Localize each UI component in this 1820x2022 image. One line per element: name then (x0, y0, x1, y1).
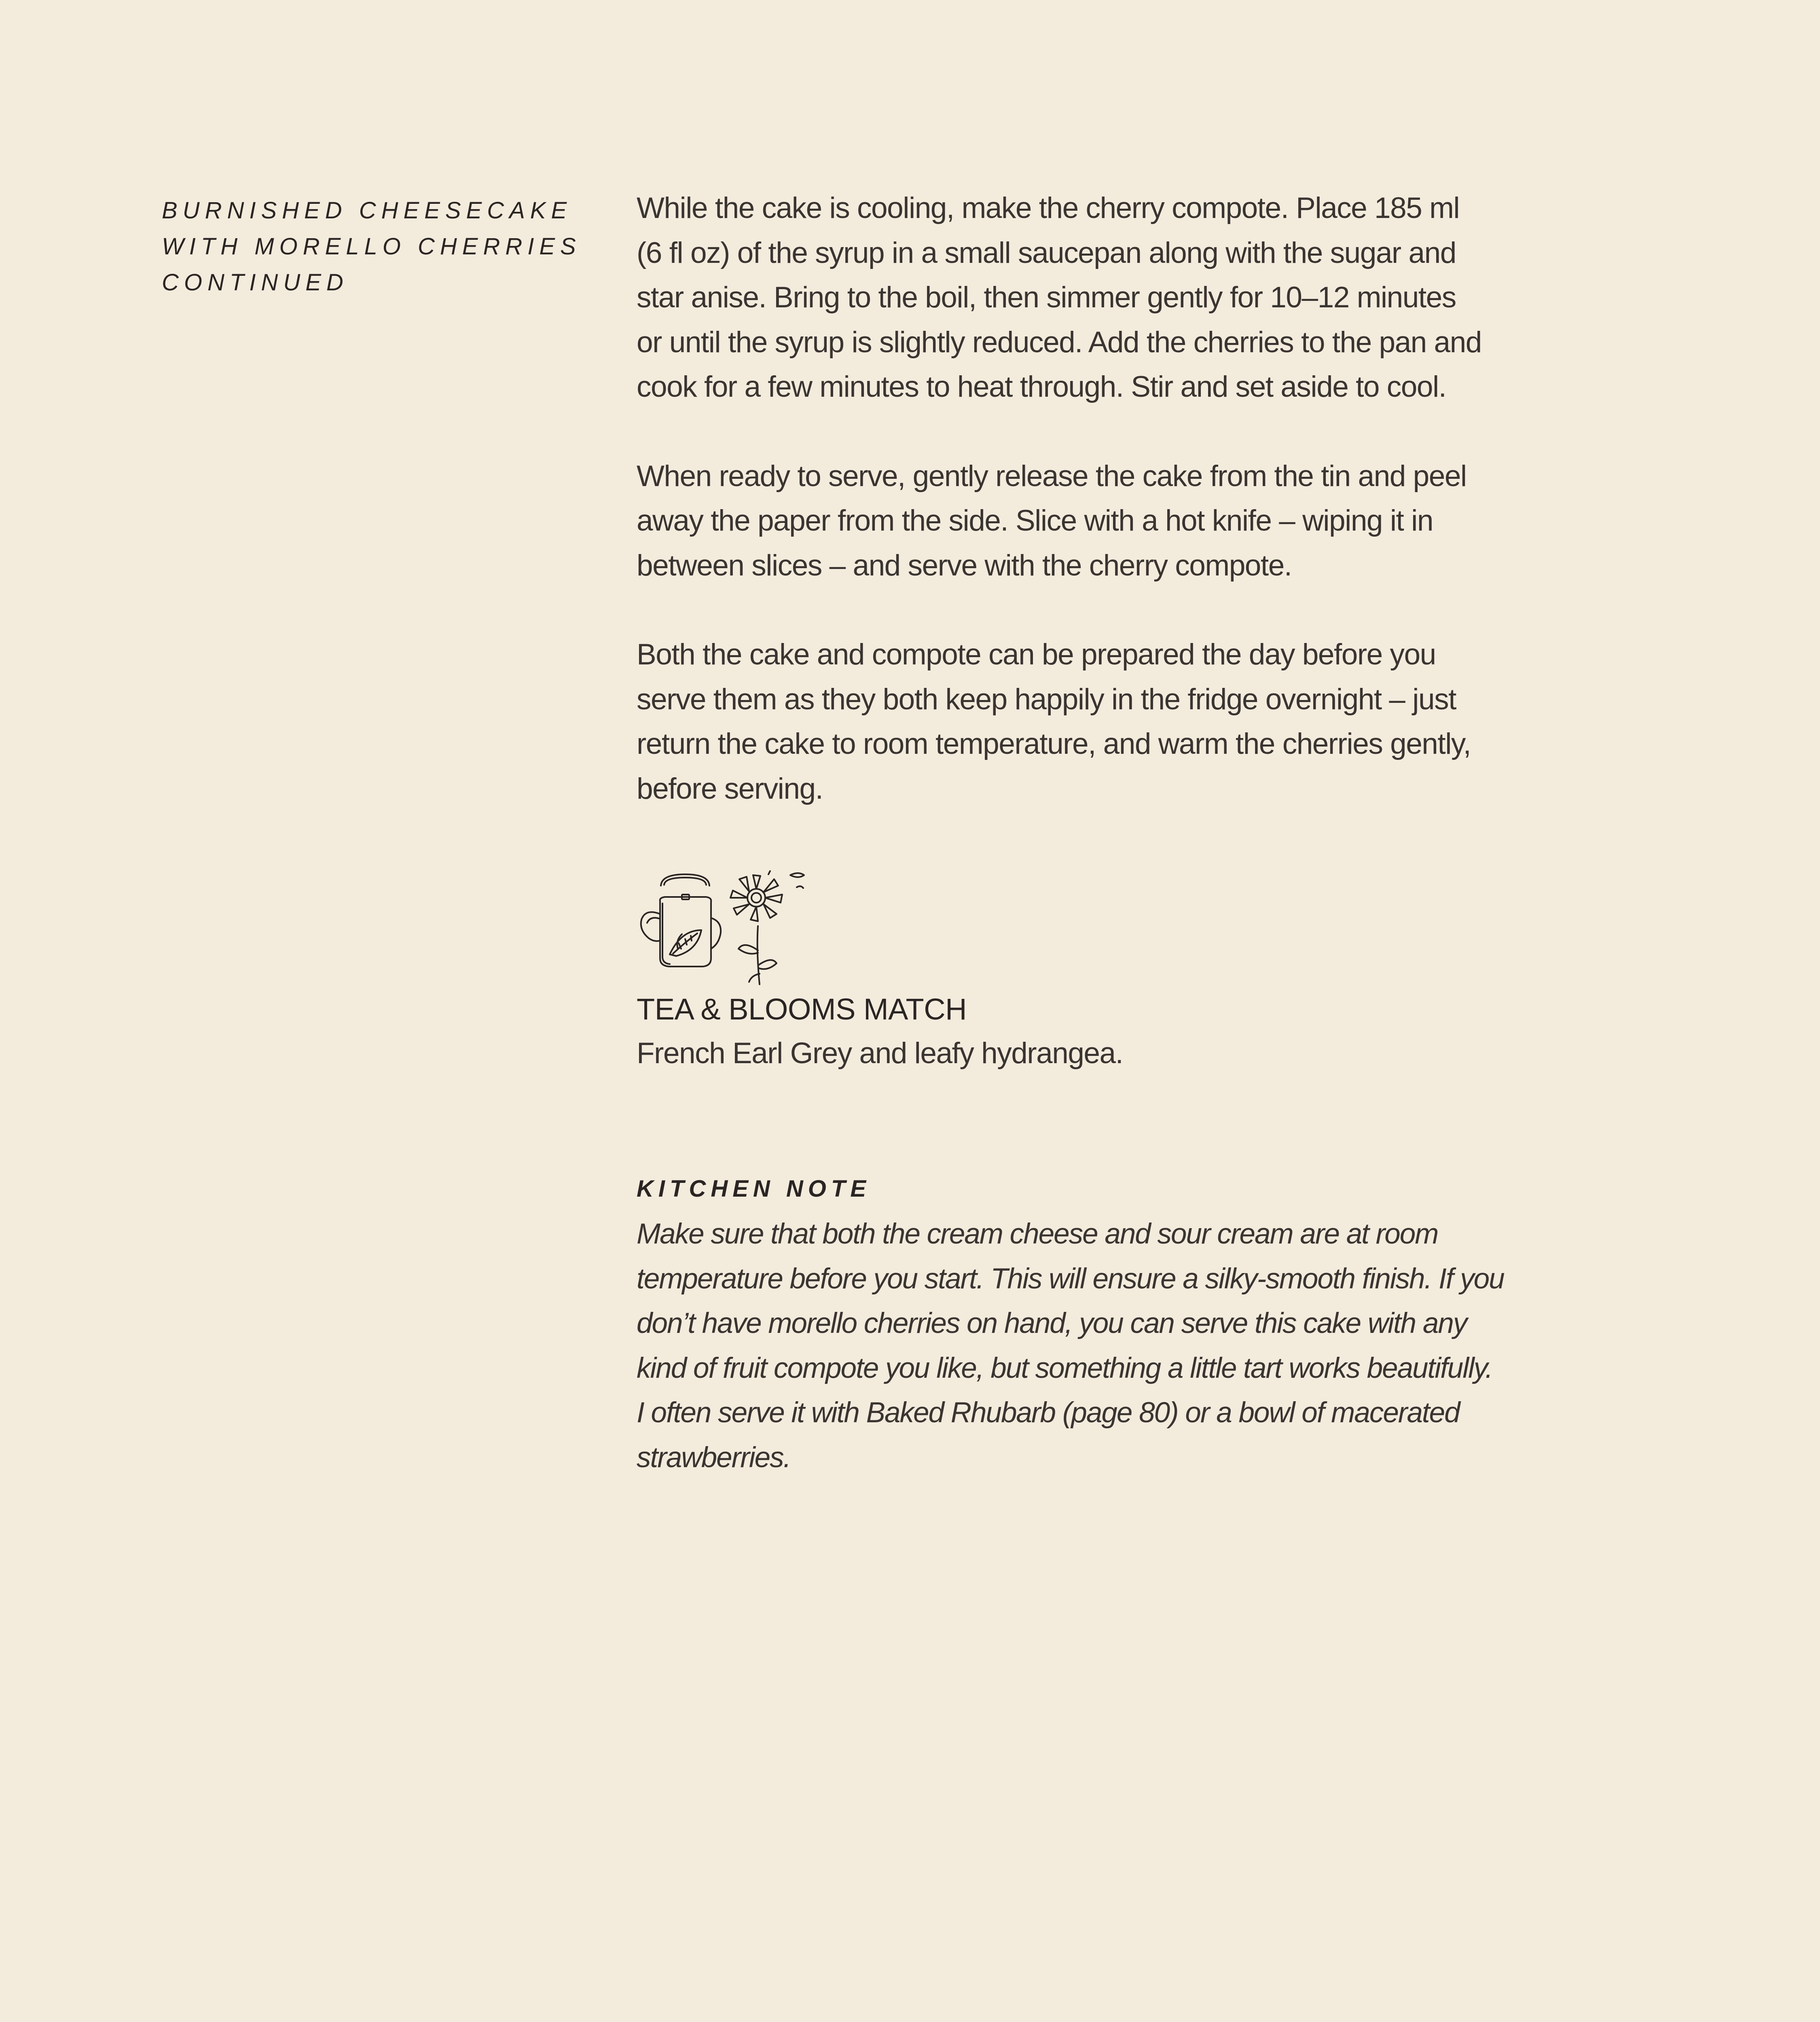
text-line: cook for a few minutes to heat through. Stir and set aside to cool. (637, 370, 1446, 403)
teapot-and-flower-icon (637, 869, 815, 987)
text-line: When ready to serve, gently release the cake from the tin and peel (637, 459, 1467, 493)
text-line: Both the cake and compote can be prepared the day before you (637, 638, 1436, 671)
method-paragraph (637, 632, 1530, 811)
note-line: strawberries. (637, 1441, 791, 1474)
text-line: (6 fl oz) of the syrup in a small saucepan along with the sugar and (637, 236, 1456, 269)
kitchen-note-heading: KITCHEN NOTE (637, 1176, 871, 1202)
text-line: away the paper from the side. Slice with a hot knife – wiping it in (637, 504, 1433, 537)
text-line: between slices – and serve with the cherry compote. (637, 549, 1292, 582)
flower-icon (730, 871, 804, 984)
text-line: or until the syrup is slightly reduced. Add the cherries to the pan and (637, 326, 1481, 359)
method-paragraph (637, 186, 1530, 410)
note-line: Make sure that both the cream cheese and sour cream are at room (637, 1218, 1438, 1250)
note-line: temperature before you start. This will ensure a silky-smooth finish. If you (637, 1263, 1504, 1295)
note-line: kind of fruit compote you like, but something a little tart works beautifully. (637, 1352, 1492, 1384)
text-line: star anise. Bring to the boil, then simmer gently for 10–12 minutes (637, 281, 1456, 314)
note-line: I often serve it with Baked Rhubarb (page 80) or a bowl of macerated (637, 1397, 1460, 1429)
recipe-title-line: BURNISHED CHEESECAKE (162, 197, 572, 224)
recipe-title-continued (162, 192, 581, 300)
method-text (637, 186, 1530, 811)
note-line: don’t have morello cherries on hand, you can serve this cake with any (637, 1307, 1467, 1339)
match-text: French Earl Grey and leafy hydrangea. (637, 1037, 1123, 1070)
kitchen-note-body (637, 1212, 1504, 1480)
text-line: While the cake is cooling, make the cherry compote. Place 185 ml (637, 192, 1460, 224)
teapot-icon (641, 874, 721, 967)
recipe-title-line: WITH MORELLO CHERRIES (162, 233, 581, 260)
text-line: serve them as they both keep happily in the fridge overnight – just (637, 683, 1456, 716)
text-line: return the cake to room temperature, and warm the cherries gently, (637, 728, 1471, 760)
match-heading: TEA & BLOOMS MATCH (637, 992, 967, 1026)
method-paragraph (637, 454, 1530, 588)
text-line: before serving. (637, 772, 823, 805)
recipe-title-line: CONTINUED (162, 269, 349, 296)
